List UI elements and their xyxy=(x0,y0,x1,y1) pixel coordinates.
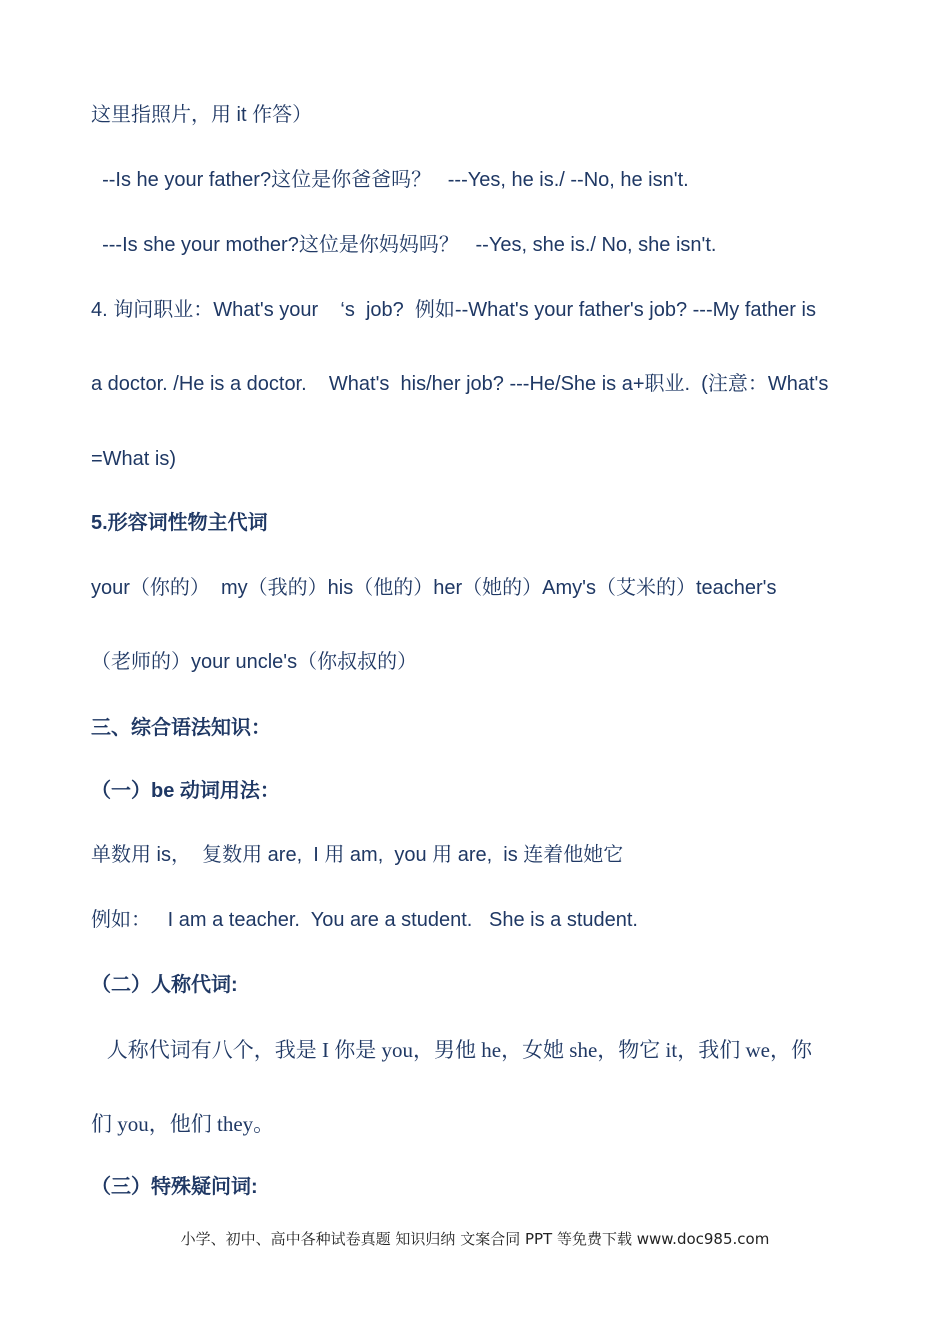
text-line: 人称代词有八个，我是 I 你是 you，男他 he，女她 she，物它 it，我们 we，你 xyxy=(91,1038,812,1062)
text-line: =What is) xyxy=(91,448,177,470)
section-heading: （一）be 动词用法： xyxy=(91,780,280,802)
text-line: （老师的）your uncle's（你叔叔的） xyxy=(91,651,418,673)
page-footer: 小学、初中、高中各种试卷真题 知识归纳 文案合同 PPT 等免费下载 www.doc985.com xyxy=(180,1230,770,1248)
text-line: --Is he your father?这位是你爸爸吗？ ---Yes, he is./ --No, he isn't. xyxy=(91,169,689,191)
text-line: 单数用 is， 复数用 are, I 用 am, you 用 are, is 连着他她它 xyxy=(91,844,624,866)
text-line: ---Is she your mother?这位是你妈妈吗？ --Yes, she is./ No, she isn't. xyxy=(91,234,717,256)
section-heading: （三）特殊疑问词: xyxy=(91,1176,258,1198)
section-heading: 三、综合语法知识： xyxy=(91,717,271,739)
section-heading: 5.形容词性物主代词 xyxy=(91,512,268,534)
text-line: 4. 询问职业：What's your ‘s job? 例如--What's your father's job? ---My father is xyxy=(91,299,816,321)
text-line: a doctor. /He is a doctor. What's his/her job? ---He/She is a+职业. (注意：What's xyxy=(91,373,829,395)
text-line: 们 you，他们 they。 xyxy=(91,1112,275,1136)
text-line: 这里指照片，用 it 作答） xyxy=(91,104,313,126)
text-line: 例如： I am a teacher. You are a student. She is a student. xyxy=(91,909,638,931)
section-heading: （二）人称代词: xyxy=(91,974,238,996)
text-line: your（你的） my（我的）his（他的）her（她的）Amy's（艾米的）teacher's xyxy=(91,577,777,599)
